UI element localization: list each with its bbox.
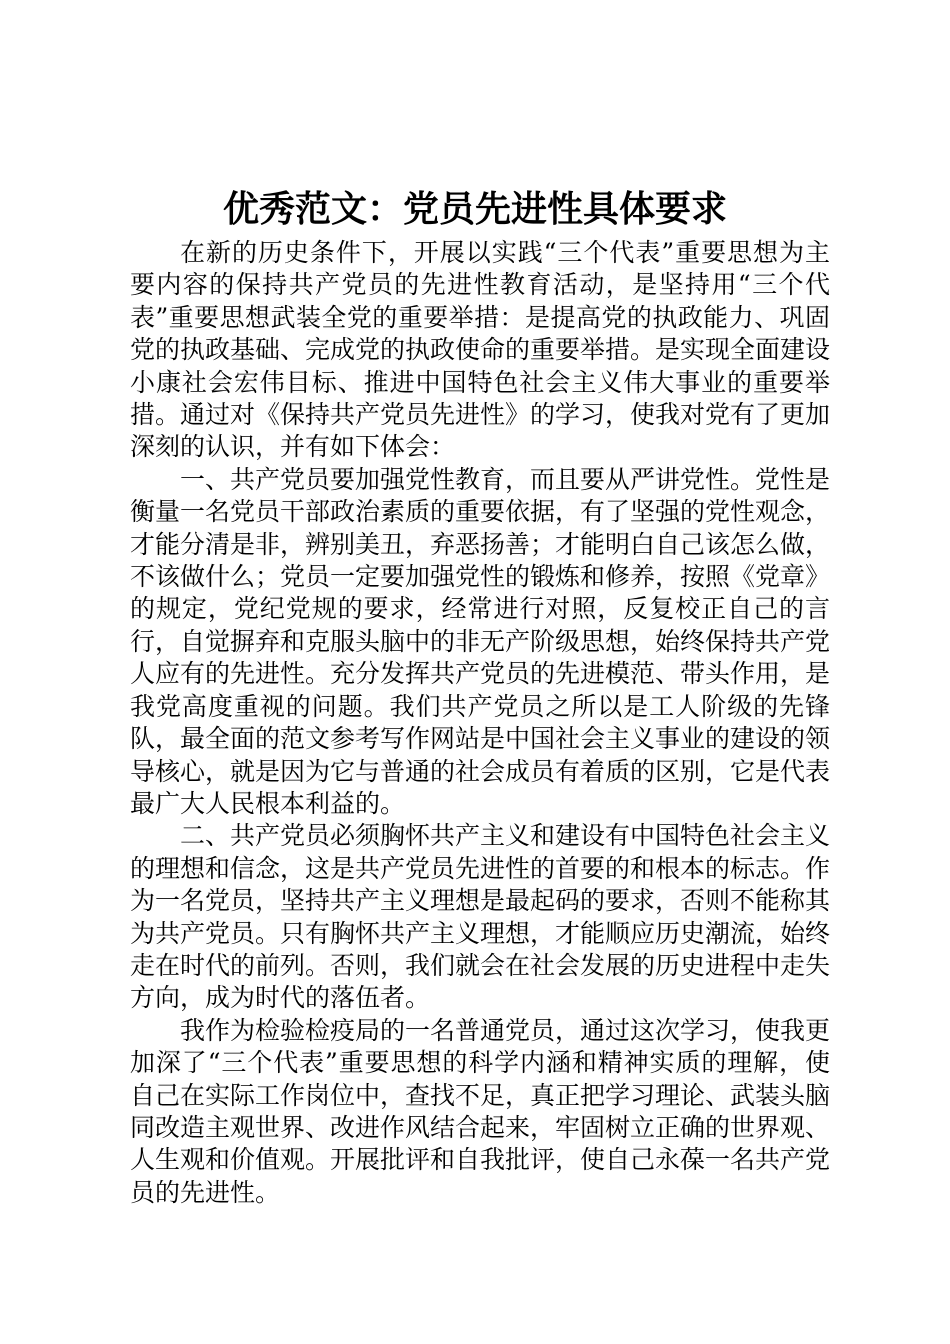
document-title: 优秀范文：党员先进性具体要求 <box>222 188 727 230</box>
paragraph-point-two: 二、共产党员必须胸怀共产主义和建设有中国特色社会主义的理想和信念，这是共产党员先进性的首要的和根本的标志。作为一名党员，坚持共产主义理想是最起码的要求，否则不能称其为共产党员。只有胸怀共产主义理想，才能顺应历史潮流，始终走在时代的前列。否则，我们就会在社会发展的历史进程中走失方向，成为时代的落伍者。 <box>130 821 831 1013</box>
document-body <box>130 237 830 1209</box>
paragraph-conclusion: 我作为检验检疫局的一名普通党员，通过这次学习，使我更加深了“三个代表”重要思想的科学内涵和精神实质的理解，使自己在实际工作岗位中，查找不足，真正把学习理论、武装头脑同改造主观世界、改进作风结合起来，牢固树立正确的世界观、人生观和价值观。开展批评和自我批评，使自己永葆一名共产党员的先进性。 <box>130 1015 831 1207</box>
paragraph-point-one: 一、共产党员要加强党性教育，而且要从严讲党性。党性是衡量一名党员干部政治素质的重要依据，有了坚强的党性观念，才能分清是非，辨别美丑，弃恶扬善；才能明白自己该怎么做，不该做什么；党员一定要加强党性的锻炼和修养，按照《党章》的规定，党纪党规的要求，经常进行对照，反复校正自己的言行，自觉摒弃和克服头脑中的非无产阶级思想，始终保持共产党人应有的先进性。充分发挥共产党员的先进模范、带头作用，是我党高度重视的问题。我们共产党员之所以是工人阶级的先锋队，最全面的范文参考写作网站是中国社会主义事业的建设的领导核心，就是因为它与普通的社会成员有着质的区别，它是代表最广大人民根本利益的。 <box>130 464 831 818</box>
paragraph-intro: 在新的历史条件下，开展以实践“三个代表”重要思想为主要内容的保持共产党员的先进性教育活动，是坚持用“三个代表”重要思想武装全党的重要举措：是提高党的执政能力、巩固党的执政基础、完成党的执政使命的重要举措。是实现全面建设小康社会宏伟目标、推进中国特色社会主义伟大事业的重要举措。通过对《保持共产党员先进性》的学习，使我对党有了更加深刻的认识，并有如下体会： <box>130 238 831 462</box>
